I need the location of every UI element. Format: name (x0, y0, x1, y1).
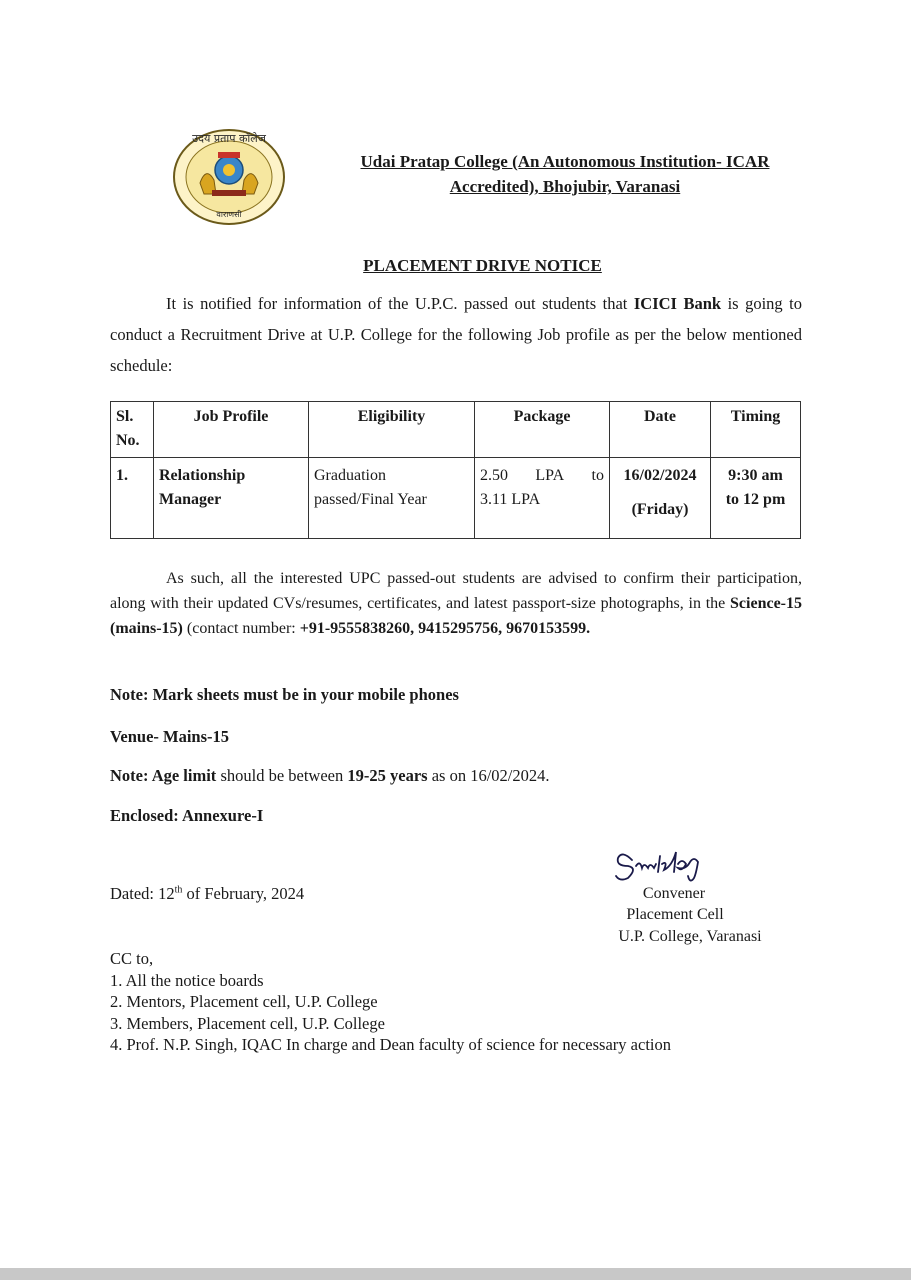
header-timing: Timing (711, 402, 801, 458)
note-age-limit: Note: Age limit should be between 19-25 years as on 16/02/2024. (110, 766, 550, 785)
signature-image (598, 842, 728, 888)
venue-line: Venue- Mains-15 (110, 727, 230, 746)
intro-text-1: It is notified for information of the U.P.C. passed out students that (166, 294, 634, 313)
bottom-edge-bar (0, 1268, 911, 1280)
seal-top-text: उदय प्रताप कॉलेज (192, 132, 266, 145)
contact-numbers: +91-9555838260, 9415295756, 9670153599. (299, 620, 591, 637)
cell-job-profile: Relationship Manager (154, 458, 309, 539)
dated-line: Dated: 12th of February, 2024 (110, 884, 305, 903)
page-title: PLACEMENT DRIVE NOTICE (363, 256, 602, 275)
header-sl-no: Sl. No. (111, 402, 154, 458)
cc-list (110, 948, 671, 1056)
intro-text-2: is going to conduct a Recruitment Drive at U.P. College for the following Job profile as per the below mentioned schedule: (110, 294, 802, 375)
cell-date: 16/02/2024 (Friday) (610, 458, 711, 539)
cell-eligibility: Graduation passed/Final Year (309, 458, 475, 539)
table-header-row (111, 402, 801, 458)
header-package: Package (475, 402, 610, 458)
signature-institution: U.P. College, Varanasi (618, 928, 762, 945)
schedule-table (110, 401, 801, 539)
list-item: 2. Mentors, Placement cell, U.P. College (110, 992, 378, 1011)
college-seal-icon (172, 128, 286, 226)
college-seal-logo (172, 128, 286, 226)
cell-sl-no: 1. (111, 458, 154, 539)
enclosed-line: Enclosed: Annexure-I (110, 806, 264, 825)
signature-icon (598, 842, 728, 888)
table-row (111, 458, 801, 539)
list-item: 1. All the notice boards (110, 970, 264, 990)
instructions-paragraph (110, 566, 802, 641)
instructions-text-2: (contact number: (182, 620, 300, 637)
company-name: ICICI Bank (633, 294, 722, 313)
header-eligibility: Eligibility (309, 402, 475, 458)
signature-dept: Placement Cell (626, 906, 724, 923)
college-name-line-1: Udai Pratap College (An Autonomous Institution- ICAR (360, 152, 770, 171)
cell-package: 2.50 LPA to 3.11 LPA (475, 458, 610, 539)
cell-timing: 9:30 am to 12 pm (711, 458, 801, 539)
note-marksheets: Note: Mark sheets must be in your mobile phones (110, 685, 459, 704)
intro-paragraph (110, 288, 802, 381)
header-date: Date (610, 402, 711, 458)
list-item: 4. Prof. N.P. Singh, IQAC In charge and Dean faculty of science for necessary action (110, 1035, 671, 1054)
college-name-line-2: Accredited), Bhojubir, Varanasi (449, 177, 681, 196)
instructions-text-1: As such, all the interested UPC passed-out students are advised to confirm their participation, along with their updated CVs/resumes, certificates, and latest passport-size photographs, in the (110, 570, 802, 612)
cc-title: CC to, (110, 949, 154, 968)
seal-bottom-text: वाराणसी (216, 210, 242, 219)
list-item: 3. Members, Placement cell, U.P. College (110, 1013, 385, 1033)
signature-role: Convener (642, 885, 706, 902)
header-job-profile: Job Profile (154, 402, 309, 458)
venue-room: Science-15 (mains-15) (110, 595, 802, 637)
schedule-table-wrapper (110, 401, 801, 539)
